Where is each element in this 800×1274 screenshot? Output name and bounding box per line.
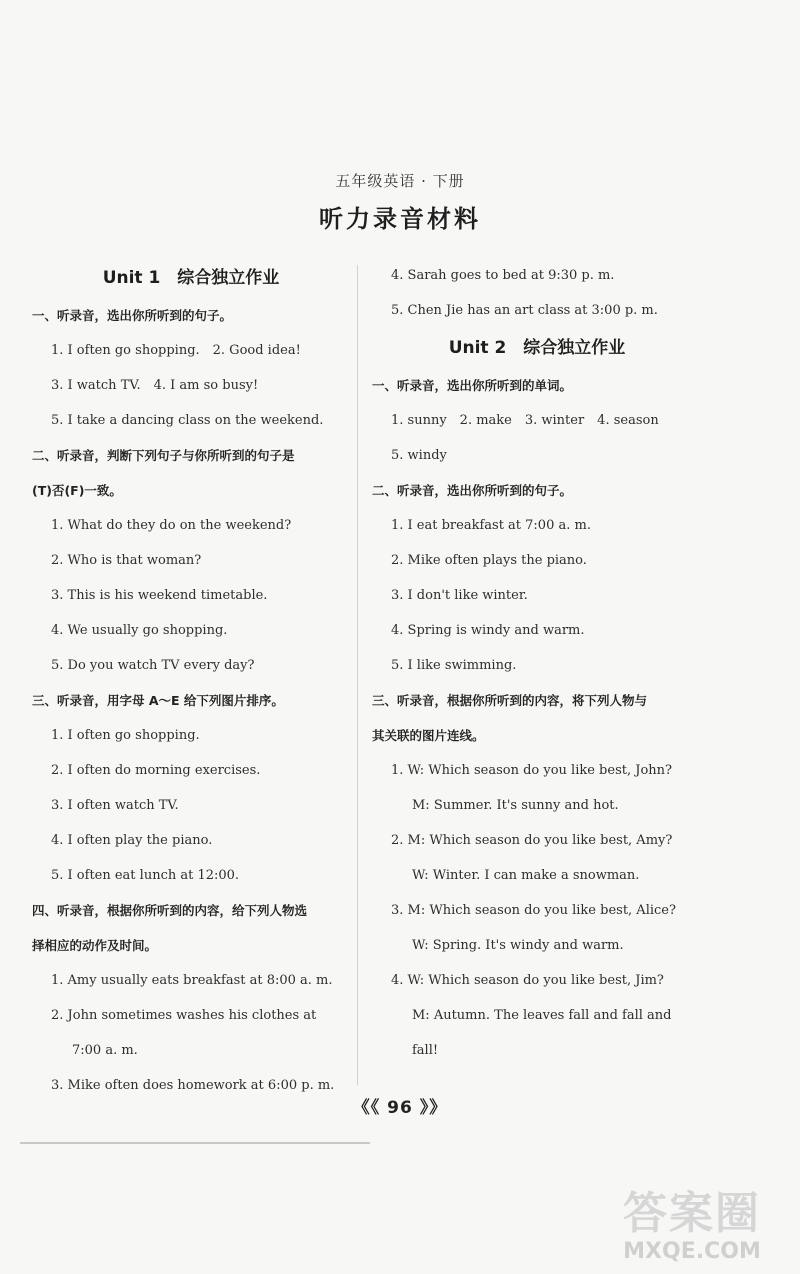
listening-sentence-continued: M: Summer. It's sunny and hot.	[412, 798, 619, 813]
listening-sentence: 2. Who is that woman?	[51, 553, 202, 568]
listening-sentence: 1. I eat breakfast at 7:00 a. m.	[391, 518, 591, 533]
unit-1-heading: Unit 1 综合独立作业	[102, 268, 280, 288]
left-column	[32, 258, 350, 1103]
listening-sentence: 1. What do they do on the weekend?	[51, 518, 292, 533]
column-divider	[357, 265, 358, 1085]
listening-sentence: 4. Sarah goes to bed at 9:30 p. m.	[391, 268, 615, 283]
listening-sentence: 3. I don't like winter.	[391, 588, 528, 603]
listening-sentence: 3. I often watch TV.	[51, 798, 179, 813]
listening-sentence-continued: fall!	[412, 1043, 439, 1058]
listening-sentence: 5. I take a dancing class on the weekend.	[51, 413, 324, 428]
unit-2-content	[372, 368, 702, 1068]
watermark-logo: 答案圈 MXQE.COM	[623, 1188, 761, 1264]
listening-sentence: 2. John sometimes washes his clothes at	[51, 1008, 317, 1023]
listening-sentence-continued: M: Autumn. The leaves fall and fall and	[412, 1008, 672, 1023]
listening-sentence: 1. Amy usually eats breakfast at 8:00 a. m.	[51, 973, 333, 988]
listening-sentence: 3. Mike often does homework at 6:00 p. m.	[51, 1078, 335, 1093]
listening-sentence: 3. I watch TV. 4. I am so busy!	[51, 378, 259, 393]
listening-sentence: 4. We usually go shopping.	[51, 623, 228, 638]
listening-sentence: 2. M: Which season do you like best, Amy?	[391, 833, 673, 848]
listening-sentence: 3. M: Which season do you like best, Alice?	[391, 903, 676, 918]
listening-sentence: 5. Chen Jie has an art class at 3:00 p. m.	[391, 303, 658, 318]
listening-sentence: 1. I often go shopping. 2. Good idea!	[51, 343, 301, 358]
section-heading: 三、听录音，根据你所听到的内容，将下列人物与	[372, 693, 648, 708]
right-column	[372, 258, 702, 1068]
listening-sentence: 3. This is his weekend timetable.	[51, 588, 268, 603]
section-heading: 四、听录音，根据你所听到的内容，给下列人物选	[32, 903, 308, 918]
section-heading: 三、听录音，用字母 A～E 给下列图片排序。	[32, 693, 284, 708]
section-heading: 二、听录音，选出你所听到的句子。	[372, 483, 573, 498]
listening-sentence: 4. Spring is windy and warm.	[391, 623, 585, 638]
listening-sentence: 1. W: Which season do you like best, John?	[391, 763, 672, 778]
listening-sentence: 5. I often eat lunch at 12:00.	[51, 868, 240, 883]
listening-sentence: 5. windy	[391, 448, 447, 463]
section-heading-continued: 其关联的图片连线。	[372, 728, 485, 743]
listening-sentence-continued: W: Spring. It's windy and warm.	[412, 938, 624, 953]
listening-sentence: 2. I often do morning exercises.	[51, 763, 261, 778]
unit-1-content	[32, 298, 350, 1103]
listening-sentence-continued: 7:00 a. m.	[72, 1043, 138, 1058]
listening-sentence: 5. Do you watch TV every day?	[51, 658, 255, 673]
bottom-rule	[20, 1142, 370, 1144]
section-heading-continued: 择相应的动作及时间。	[32, 938, 158, 953]
unit-2-heading: Unit 2 综合独立作业	[448, 338, 626, 358]
section-heading: 二、听录音，判断下列句子与你所听到的句子是	[32, 448, 295, 463]
listening-sentence: 4. I often play the piano.	[51, 833, 213, 848]
section-heading: 一、听录音，选出你所听到的句子。	[32, 308, 233, 323]
page-number: 《《 96 》》	[352, 1098, 448, 1118]
listening-sentence: 5. I like swimming.	[391, 658, 517, 673]
section-heading: 一、听录音，选出你所听到的单词。	[372, 378, 573, 393]
listening-sentence: 1. sunny 2. make 3. winter 4. season	[391, 413, 659, 428]
unit-1-continued	[372, 258, 702, 328]
page-title: 听力录音材料	[319, 205, 481, 233]
listening-sentence-continued: W: Winter. I can make a snowman.	[412, 868, 640, 883]
section-heading-continued: (T)否(F)一致。	[32, 483, 122, 498]
listening-sentence: 1. I often go shopping.	[51, 728, 200, 743]
listening-sentence: 4. W: Which season do you like best, Jim?	[391, 973, 664, 988]
listening-sentence: 2. Mike often plays the piano.	[391, 553, 587, 568]
book-subtitle: 五年级英语 · 下册	[335, 172, 465, 190]
